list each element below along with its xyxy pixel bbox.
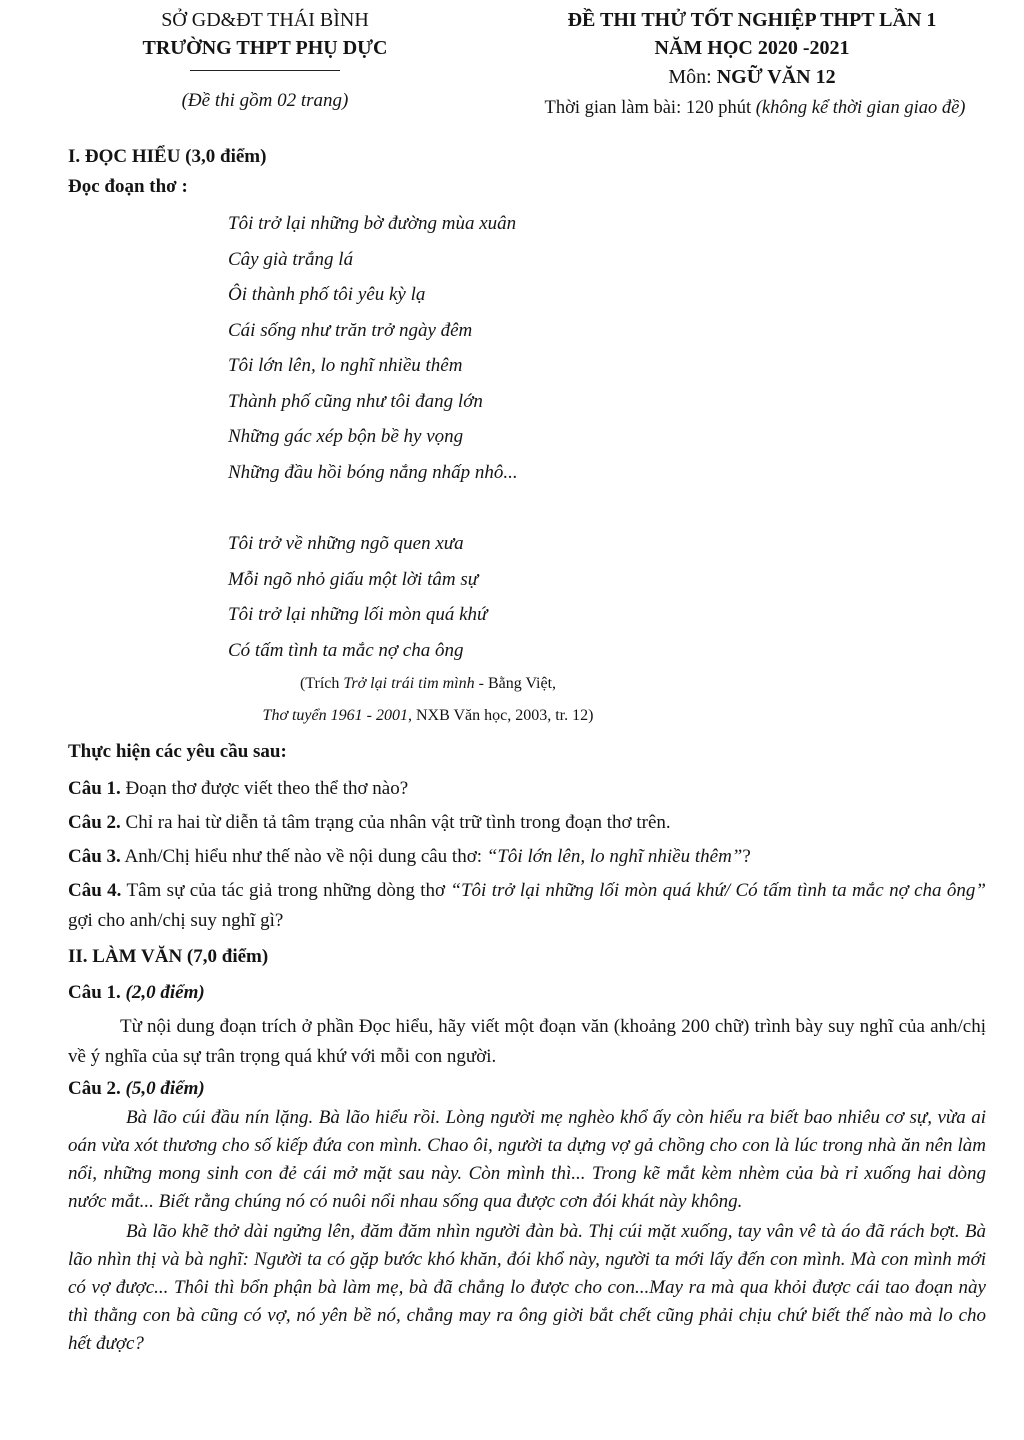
poem-line: Tôi lớn lên, lo nghĩ nhiều thêm: [228, 355, 463, 376]
time-line: [490, 94, 1020, 122]
passage-paragraph-1: Bà lão cúi đầu nín lặng. Bà lão hiểu rồi. Lòng người mẹ nghèo khổ ấy còn hiểu ra biết bao nhiêu cơ sự, vừa ai oán vừa xót thương cho số kiếp đứa con mình. Chao ôi, người ta dựng vợ gả chồng cho con là lúc trong nhà ăn nên làm nổi, những mong sinh con đẻ cái mở mặt sau này. Còn mình thì... Trong kẽ mắt kèm nhèm của bà rỉ xuống hai dòng nước mắt... Biết rằng chúng nó có nuôi nổi nhau sống qua được cơn đói khát này không.: [68, 1107, 986, 1212]
part2-title: II. LÀM VĂN (7,0 điểm): [68, 946, 269, 967]
question-1: [68, 774, 986, 804]
header-right: [480, 6, 1024, 118]
question-text-end: gợi cho anh/chị suy nghĩ gì?: [68, 910, 284, 931]
poem-line: Ôi thành phố tôi yêu kỳ lạ: [228, 284, 426, 305]
question-points: (5,0 điểm): [125, 1078, 205, 1099]
source-work-title: Trở lại trái tim mình: [343, 675, 475, 692]
time-label: Thời gian làm bài: 120 phút: [544, 98, 756, 118]
question-number: Câu 2.: [68, 1078, 126, 1099]
subject-name: NGỮ VĂN 12: [716, 66, 836, 88]
source-collection: Thơ tuyển 1961 - 2001: [262, 707, 408, 724]
poem-intro: Đọc đoạn thơ :: [68, 176, 188, 197]
passage-paragraph-2: Bà lão khẽ thở dài ngửng lên, đăm đăm nhìn người đàn bà. Thị cúi mặt xuống, tay vân vê tà áo đã rách bợt. Bà lão nhìn thị và bà nghĩ: Người ta có gặp bước khó khăn, đói khổ này, người ta mới lấy đến con mình. Mà con mình mới có vợ được... Thôi thì bổn phận bà làm mẹ, bà đã chẳng lo được cho con...May ra mà qua khỏi được cái tao đoạn này thì thằng con bà cũng có vợ, nó yên bề nó, chẳng may ra ông giời bắt chết cũng phải chịu chứ biết thế nào mà lo cho hết được?: [68, 1221, 986, 1354]
question-number: Câu 3.: [68, 846, 121, 867]
question-text: Đoạn thơ được viết theo thể thơ nào?: [120, 778, 409, 799]
question-number: Câu 2.: [68, 812, 121, 833]
header-divider: [190, 70, 340, 71]
poem-line: Những gác xép bộn bề hy vọng: [228, 426, 464, 447]
subject-label: Môn:: [668, 66, 717, 88]
pages-note: (Đề thi gồm 02 trang): [181, 90, 349, 111]
question-3: [68, 842, 986, 872]
question-number: Câu 1.: [68, 778, 121, 799]
question-2: [68, 808, 986, 838]
question-quote: “Tôi trở lại những lối mòn quá khứ/ Có tấm tình ta mắc nợ cha ông”: [450, 880, 987, 901]
question-points: (2,0 điểm): [125, 982, 205, 1003]
poem-source: [148, 668, 708, 732]
question-text: Anh/Chị hiểu như thế nào về nội dung câu thơ:: [120, 846, 487, 867]
school-name: TRƯỜNG THPT PHỤ DỰC: [142, 37, 388, 59]
stanza-gap: [228, 490, 986, 526]
essay-question-1-heading: [68, 978, 986, 1008]
poem-line: Tôi trở lại những bờ đường mùa xuân: [228, 213, 517, 234]
requirements-heading: Thực hiện các yêu cầu sau:: [68, 741, 287, 762]
question-number: Câu 4.: [68, 880, 122, 901]
poem-line: Có tấm tình ta mắc nợ cha ông: [228, 639, 464, 661]
poem-line: Những đầu hồi bóng nắng nhấp nhô...: [228, 461, 518, 483]
poem-line: Mỗi ngõ nhỏ giấu một lời tâm sự: [228, 568, 479, 590]
question-text: Tâm sự của tác giả trong những dòng thơ: [121, 880, 451, 901]
source-author: - Bằng Việt,: [474, 675, 557, 692]
exam-body: [68, 142, 986, 1358]
question-text-end: ?: [742, 846, 751, 867]
school-year: NĂM HỌC 2020 -2021: [654, 37, 850, 59]
poem-line: Cái sống như trăn trở ngày đêm: [228, 319, 473, 341]
question-number: Câu 1.: [68, 982, 126, 1003]
exam-title: ĐỀ THI THỬ TỐT NGHIỆP THPT LẦN 1: [567, 9, 937, 31]
essay-question-1-text: Từ nội dung đoạn trích ở phần Đọc hiểu, hãy viết một đoạn văn (khoảng 200 chữ) trình bày suy nghĩ của anh/chị về ý nghĩa của sự trân trọng quá khứ với mỗi con người.: [68, 1016, 986, 1067]
essay-passage: [68, 1104, 986, 1358]
source-line-1: [148, 668, 708, 700]
poem-line: Cây già trắng lá: [228, 248, 354, 270]
essay-question-2-heading: [68, 1074, 986, 1104]
header-left: [100, 6, 430, 115]
department-name: SỞ GD&ĐT THÁI BÌNH: [161, 9, 369, 31]
source-text: (Trích: [299, 675, 344, 692]
subject-line: [480, 62, 1024, 92]
poem-line: Thành phố cũng như tôi đang lớn: [228, 390, 483, 412]
poem-line: Tôi trở lại những lối mòn quá khứ: [228, 604, 488, 625]
question-text: Chỉ ra hai từ diễn tả tâm trạng của nhân vật trữ tình trong đoạn thơ trên.: [120, 812, 671, 833]
source-publisher: , NXB Văn học, 2003, tr. 12): [407, 707, 594, 724]
time-note: (không kể thời gian giao đề): [755, 98, 966, 118]
question-quote: “Tôi lớn lên, lo nghĩ nhiều thêm”: [486, 846, 743, 867]
question-4: [68, 876, 986, 936]
source-line-2: [148, 700, 708, 732]
part1-title: I. ĐỌC HIỂU (3,0 điểm): [68, 146, 267, 167]
poem: [228, 206, 986, 668]
poem-line: Tôi trở về những ngõ quen xưa: [228, 533, 464, 554]
